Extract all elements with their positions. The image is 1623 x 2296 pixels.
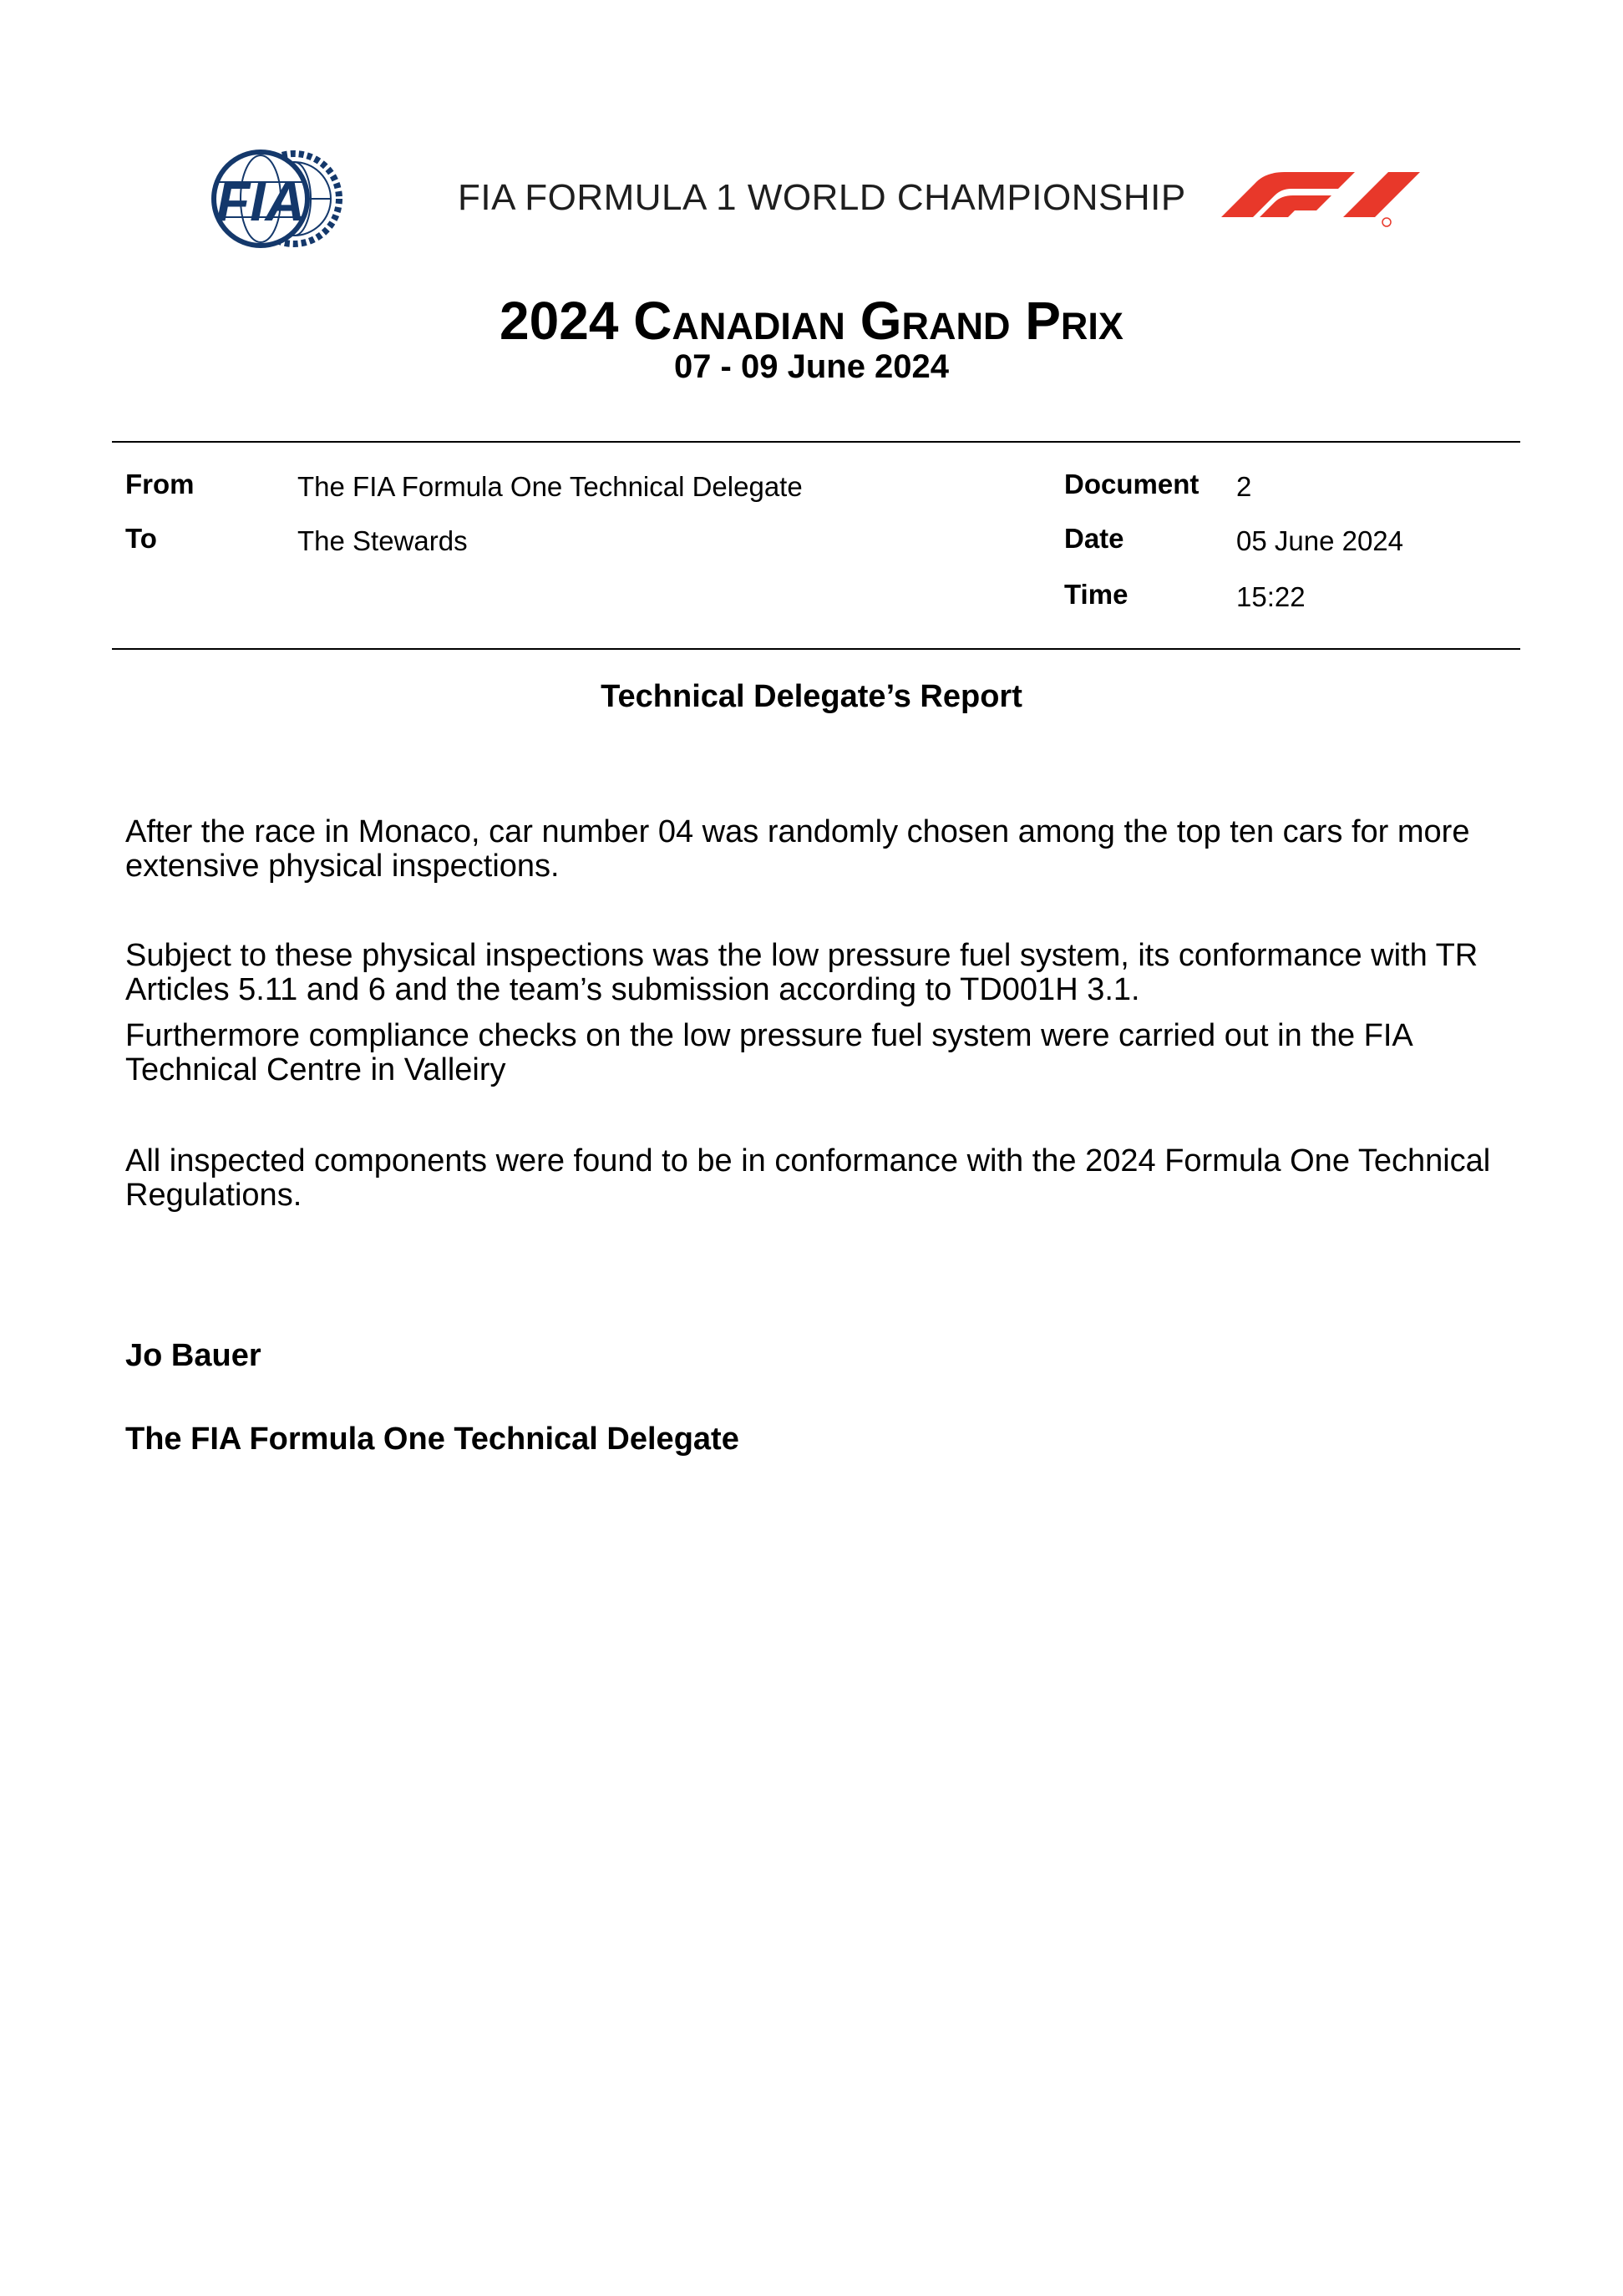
signatory-name: Jo Bauer <box>125 1338 261 1373</box>
to-label: To <box>125 523 157 554</box>
report-paragraph: Subject to these physical inspections was the low pressure fuel system, its conformance with TR Articles 5.11 and 6 and the team’s submission according to TD001H 3.1. <box>125 938 1478 1007</box>
document-label: Document <box>1064 469 1199 499</box>
divider-top <box>112 441 1520 443</box>
event-title: 2024 Canadian Grand Prix <box>500 291 1123 351</box>
svg-text:FIA: FIA <box>216 170 306 232</box>
event-dates: 07 - 09 June 2024 <box>673 348 950 385</box>
to-value: The Stewards <box>297 525 468 556</box>
report-paragraph: After the race in Monaco, car number 04 was randomly chosen among the top ten cars for more extensive physical inspections. <box>125 814 1470 884</box>
f1-logo <box>1221 169 1420 229</box>
report-title: Technical Delegate’s Report <box>601 679 1022 714</box>
date-label: Date <box>1064 523 1124 554</box>
fia-logo <box>207 149 347 249</box>
report-paragraph: Furthermore compliance checks on the low pressure fuel system were carried out in the FIA Technical Centre in Valleiry <box>125 1018 1412 1087</box>
from-label: From <box>125 469 195 499</box>
championship-heading: FIA FORMULA 1 WORLD CHAMPIONSHIP <box>458 177 1186 218</box>
from-value: The FIA Formula One Technical Delegate <box>297 471 803 502</box>
document-number: 2 <box>1236 471 1252 502</box>
time-value: 15:22 <box>1236 581 1306 612</box>
time-label: Time <box>1064 579 1128 610</box>
signatory-title: The FIA Formula One Technical Delegate <box>125 1422 739 1457</box>
divider-bottom <box>112 648 1520 650</box>
report-paragraph: All inspected components were found to be in conformance with the 2024 Formula One Technical Regulations. <box>125 1143 1491 1213</box>
date-value: 05 June 2024 <box>1236 525 1404 556</box>
